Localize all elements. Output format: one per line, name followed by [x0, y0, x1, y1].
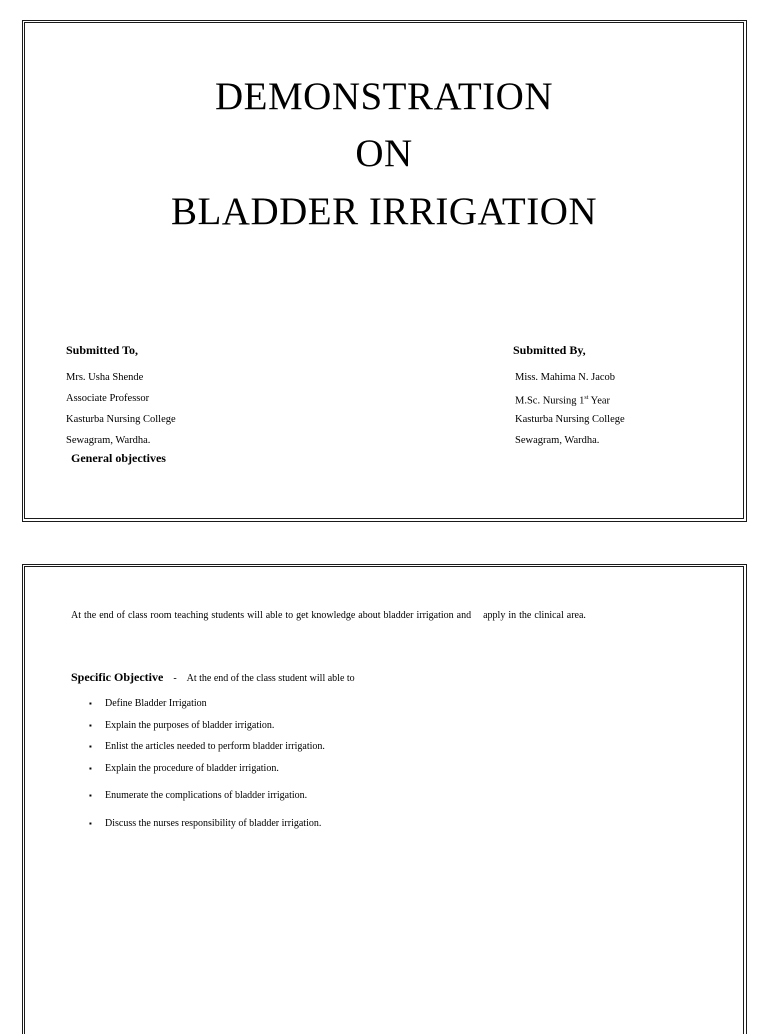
title-line-1: DEMONSTRATION [215, 75, 553, 118]
bullet-icon: ▪ [89, 819, 92, 828]
bullet-icon: ▪ [89, 742, 92, 751]
bullet-icon: ▪ [89, 764, 92, 773]
submitted-by-heading: Submitted By, [513, 343, 586, 357]
objective-text: Explain the purposes of bladder irrigation. [105, 720, 275, 731]
bullet-icon: ▪ [89, 699, 92, 708]
list-item [89, 698, 207, 709]
objective-text: Enumerate the complications of bladder irrigation. [105, 790, 308, 801]
general-objectives-heading: General objectives [71, 451, 166, 465]
objective-text: Enlist the articles needed to perform bladder irrigation. [105, 741, 325, 752]
list-item [89, 818, 321, 829]
objective-text: Define Bladder Irrigation [105, 698, 207, 709]
submitted-by-block [513, 343, 625, 451]
bullet-icon: ▪ [89, 721, 92, 730]
submitted-by-college: Kasturba Nursing College [515, 414, 625, 425]
objective-text: Explain the procedure of bladder irrigation. [105, 763, 279, 774]
bullet-icon: ▪ [89, 791, 92, 800]
objectives-page [22, 564, 747, 1034]
list-item [89, 741, 325, 752]
specific-objective-intro: At the end of the class student will able to [186, 673, 355, 684]
general-objective-text: At the end of class room teaching students will able to get knowledge about bladder irrigation and apply in the clinical area. [71, 610, 586, 621]
submitted-to-heading: Submitted To, [66, 343, 139, 357]
specific-objective-dash: - [173, 673, 177, 684]
list-item [89, 720, 274, 731]
submitted-by-course: M.Sc. Nursing 1st Year [515, 395, 611, 407]
title-line-2: ON [355, 132, 413, 175]
cover-page [22, 20, 747, 522]
submitted-to-college: Kasturba Nursing College [66, 414, 176, 425]
submitted-to-designation: Associate Professor [66, 393, 150, 404]
submitted-by-name: Miss. Mahima N. Jacob [515, 372, 616, 383]
submitted-by-place: Sewagram, Wardha. [515, 435, 600, 446]
title-line-3: BLADDER IRRIGATION [170, 190, 598, 233]
submitted-to-place: Sewagram, Wardha. [66, 435, 151, 446]
specific-objective-line [71, 670, 355, 685]
objective-text: Discuss the nurses responsibility of bladder irrigation. [105, 818, 322, 829]
submitted-to-name: Mrs. Usha Shende [66, 372, 144, 383]
specific-objective-heading: Specific Objective [71, 670, 164, 684]
list-item [89, 763, 279, 774]
list-item [89, 790, 307, 801]
submitted-to-block [66, 343, 176, 451]
